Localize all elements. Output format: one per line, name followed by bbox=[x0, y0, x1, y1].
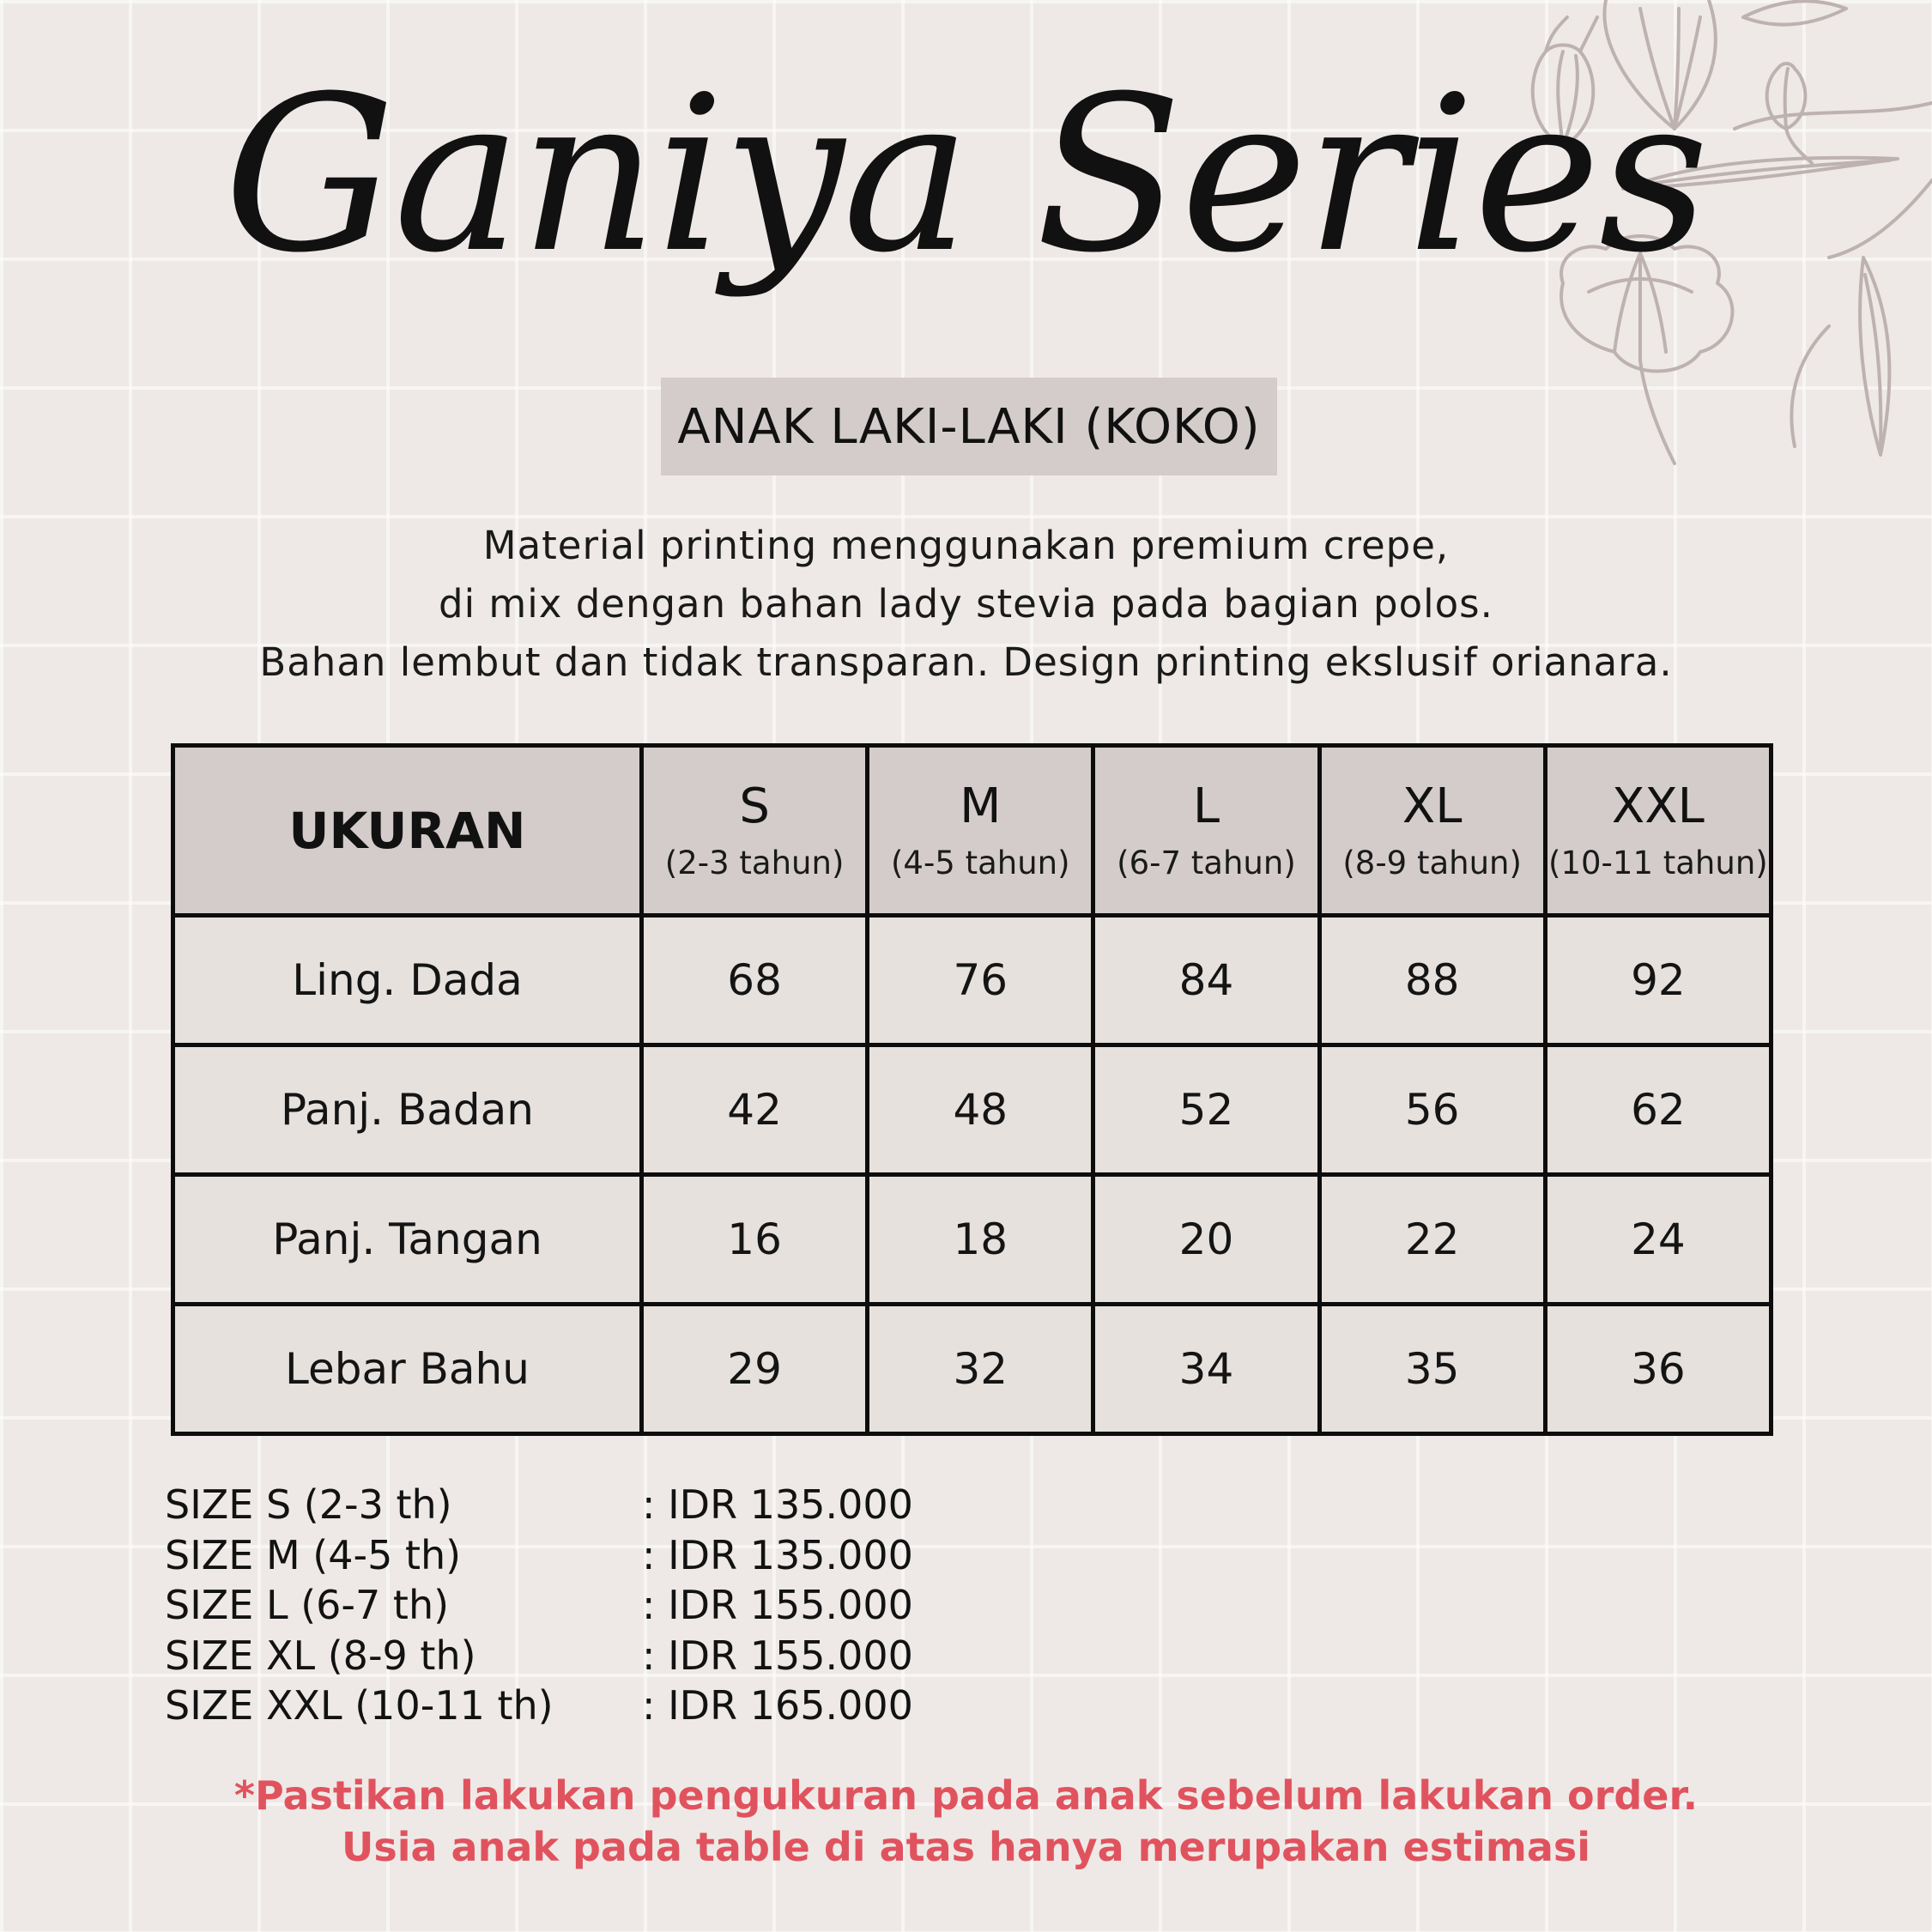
table-cell: 16 bbox=[642, 1175, 868, 1305]
price-size-label: SIZE XXL (10-11 th) bbox=[165, 1682, 554, 1729]
product-description bbox=[0, 517, 1932, 692]
price-row bbox=[165, 1631, 913, 1681]
category-label: ANAK LAKI-LAKI (KOKO) bbox=[677, 398, 1261, 455]
size-code: M bbox=[960, 778, 1002, 834]
row-label: Panj. Badan bbox=[173, 1045, 642, 1175]
row-label: Panj. Tangan bbox=[173, 1175, 642, 1305]
table-cell: 29 bbox=[642, 1305, 868, 1434]
size-age: (2-3 tahun) bbox=[664, 844, 845, 881]
table-row bbox=[173, 1305, 1772, 1434]
header-size-s bbox=[642, 746, 868, 916]
header-size-xxl bbox=[1545, 746, 1771, 916]
header-ukuran bbox=[173, 746, 642, 916]
size-age: (10-11 tahun) bbox=[1548, 844, 1768, 881]
table-cell: 18 bbox=[868, 1175, 1093, 1305]
table-row bbox=[173, 916, 1772, 1045]
description-line: Material printing menggunakan premium crepe, bbox=[482, 523, 1450, 568]
price-row bbox=[165, 1580, 913, 1631]
table-cell: 42 bbox=[642, 1045, 868, 1175]
description-line: Bahan lembut dan tidak transparan. Design printing ekslusif orianara. bbox=[259, 639, 1673, 685]
size-code: XL bbox=[1402, 778, 1463, 834]
table-cell: 84 bbox=[1093, 916, 1319, 1045]
size-code: S bbox=[739, 778, 770, 834]
price-value: : IDR 165.000 bbox=[642, 1682, 913, 1729]
price-size-label: SIZE M (4-5 th) bbox=[165, 1531, 462, 1578]
size-code: XXL bbox=[1611, 778, 1705, 834]
brand-title bbox=[0, 34, 1932, 378]
svg-text:Ganiya Series: Ganiya Series bbox=[223, 50, 1708, 300]
header-size-l bbox=[1093, 746, 1319, 916]
table-cell: 24 bbox=[1545, 1175, 1771, 1305]
header-ukuran-label: UKURAN bbox=[288, 801, 526, 860]
table-cell: 22 bbox=[1319, 1175, 1545, 1305]
price-row bbox=[165, 1480, 913, 1530]
table-cell: 36 bbox=[1545, 1305, 1771, 1434]
size-age: (8-9 tahun) bbox=[1342, 844, 1522, 881]
price-row bbox=[165, 1681, 913, 1731]
note-line: Usia anak pada table di atas hanya merupakan estimasi bbox=[341, 1824, 1591, 1870]
size-age: (6-7 tahun) bbox=[1117, 844, 1296, 881]
price-value: : IDR 135.000 bbox=[642, 1531, 913, 1578]
table-cell: 76 bbox=[868, 916, 1093, 1045]
header-size-m bbox=[868, 746, 1093, 916]
measurement-note bbox=[0, 1770, 1932, 1873]
price-size-label: SIZE S (2-3 th) bbox=[165, 1481, 452, 1529]
table-header-row bbox=[173, 746, 1772, 916]
table-cell: 48 bbox=[868, 1045, 1093, 1175]
table-cell: 68 bbox=[642, 916, 868, 1045]
price-value: : IDR 135.000 bbox=[642, 1481, 913, 1529]
table-cell: 34 bbox=[1093, 1305, 1319, 1434]
description-line: di mix dengan bahan lady stevia pada bagian polos. bbox=[439, 581, 1493, 627]
price-value: : IDR 155.000 bbox=[642, 1632, 913, 1679]
table-cell: 92 bbox=[1545, 916, 1771, 1045]
table-cell: 88 bbox=[1319, 916, 1545, 1045]
category-badge bbox=[661, 378, 1277, 475]
size-code: L bbox=[1192, 778, 1220, 834]
price-size-label: SIZE L (6-7 th) bbox=[165, 1582, 450, 1629]
table-row bbox=[173, 1045, 1772, 1175]
table-cell: 20 bbox=[1093, 1175, 1319, 1305]
row-label: Ling. Dada bbox=[173, 916, 642, 1045]
header-size-xl bbox=[1319, 746, 1545, 916]
table-cell: 62 bbox=[1545, 1045, 1771, 1175]
size-age: (4-5 tahun) bbox=[890, 844, 1070, 881]
row-label: Lebar Bahu bbox=[173, 1305, 642, 1434]
price-size-label: SIZE XL (8-9 th) bbox=[165, 1632, 476, 1679]
price-value: : IDR 155.000 bbox=[642, 1582, 913, 1629]
table-cell: 32 bbox=[868, 1305, 1093, 1434]
table-cell: 35 bbox=[1319, 1305, 1545, 1434]
table-cell: 52 bbox=[1093, 1045, 1319, 1175]
price-row bbox=[165, 1530, 913, 1581]
note-line: *Pastikan lakukan pengukuran pada anak sebelum lakukan order. bbox=[233, 1772, 1699, 1819]
price-list bbox=[165, 1480, 913, 1731]
table-row bbox=[173, 1175, 1772, 1305]
size-chart-table bbox=[171, 743, 1773, 1436]
table-cell: 56 bbox=[1319, 1045, 1545, 1175]
